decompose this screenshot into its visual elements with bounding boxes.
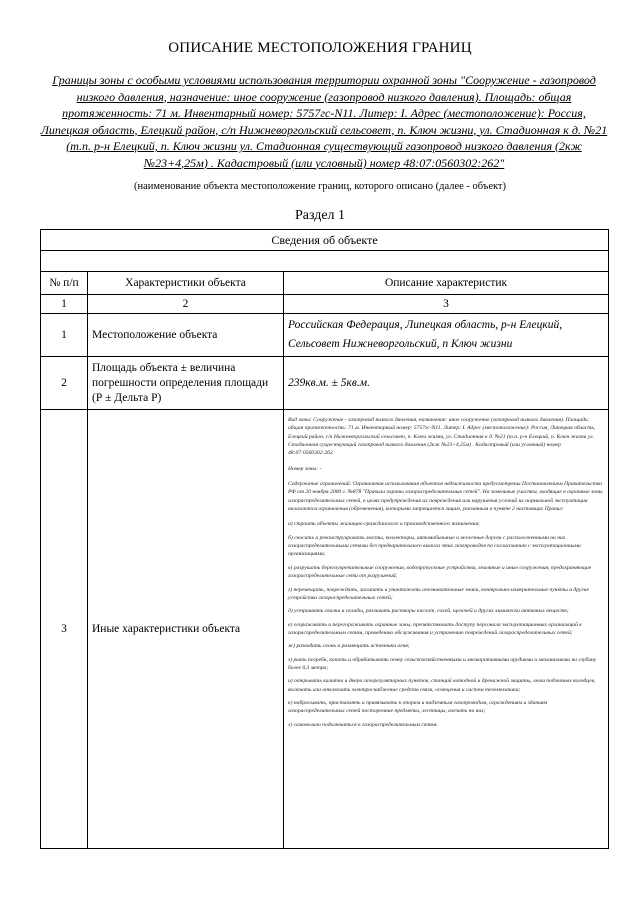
object-description: Границы зоны с особыми условиями использования территории охранной зоны "Сооружение - газопровод низкого давления, назначение: иное сооружение (газопровод низкого давления). Площадь: общая протяженность: 71 м. Инвентарный номер: 5757гс-N11. Литер: I. Адрес (местоположение): Россия, Липецкая область, Елецкий район, с/п Нижневоргольский сельсовет, п. Ключ жизни, ул. Стадионная к д. №21 (т.п. р-н Елецкий, п. Ключ жизни ул. Стадионная существующий газопровод низкого давления (2кж №23+4,25м) . Кадастровый (или условный) номер 48:07:0560302:262" <box>40 73 608 170</box>
table-header-row <box>41 272 609 295</box>
paragraph: г) перемещать, повреждать, засыпать и уничтожать опознавательные знаки, контрольно-измерительные пункты и другие устройства газораспределительных сетей; <box>288 586 589 601</box>
column-number-2: 2 <box>88 295 284 314</box>
row-characteristic: Площадь объекта ± величина погрешности определения площади (Р ± Дельта Р) <box>88 357 284 410</box>
paragraph: Номер зоны: - <box>288 465 322 472</box>
header-description: Описание характеристик <box>284 272 609 295</box>
row-value: 239кв.м. ± 5кв.м. <box>284 357 609 410</box>
paragraph: Вид зоны: Сооружение - газопровод низкого давления, назначение: иное сооружение (газопровод низкого давления). Площадь: общая протяженность: 71 м. Инвентарный номер: 5757гс-N11. Литер: I. Адрес (местоположение): Россия, Липецкая область, Елецкий район, с/п Нижневоргольский сельсовет, п. Ключ жизни, ул. Стадионная к д. №21 (т.п. р-н Елецкий, п. Ключ жизни ул. Стадионная существующий газопровод низкого давления (2кж №23+4,25м) . Кадастровый (или условный) номер 48:07:0560302:262 <box>288 417 596 457</box>
table-empty-cell <box>41 251 609 272</box>
section-title: Раздел 1 <box>294 208 346 223</box>
row-number: 1 <box>41 314 88 357</box>
table-title: Сведения об объекте <box>41 230 609 251</box>
paragraph: и) открывать калитки и двери газорегуляторных пунктов, станций катодной и дренажной защиты, люки подземных колодцев, включать или отключать электроснабжение средств связи, освещения и систем телемеханики; <box>288 678 596 693</box>
paragraph: а) строить объекты жилищно-гражданского и производственного назначения; <box>288 521 480 528</box>
row-number: 2 <box>41 357 88 410</box>
paragraph: в) разрушать берегоукрепительные сооружения, водопропускные устройства, земляные и иные сооружения, предохраняющие газораспределительные сети от разрушений; <box>288 564 592 580</box>
row-value <box>284 410 609 849</box>
table-title-row <box>41 230 609 251</box>
row-value: Российская Федерация, Липецкая область, р-н Елецкий, Сельсовет Нижневоргольский, п Ключ жизни <box>284 314 609 357</box>
header-number: № п/п <box>41 272 88 295</box>
object-info-table <box>40 229 609 849</box>
table-column-numbers-row <box>41 295 609 314</box>
paragraph: ж) разводить огонь и размещать источники огня; <box>288 643 410 650</box>
paragraph: к) набрасывать, приставлять и привязывать к опорам и надземным газопроводам, ограждениям и зданиям газораспределительных сетей посторонние предметы, лестницы, влезать на них; <box>288 699 548 715</box>
row-characteristic: Иные характеристики объекта <box>88 410 284 849</box>
paragraph: б) сносить и реконструировать мосты, коллекторы, автомобильные и железные дороги с расположенными на них газораспределительными сетями без предварительного выноса этих газопроводов по согласованию с эксплуатационными организациями; <box>288 534 581 558</box>
header-characteristic: Характеристики объекта <box>88 272 284 295</box>
row-characteristic: Местоположение объекта <box>88 314 284 357</box>
table-row <box>41 410 609 849</box>
paragraph: Содержание ограничений: Ограничения использования объектов недвижимости предусмотрены Постановлением Правительства РФ от 20 ноября 2000 г. №878 "Правила охраны газораспределительных сетей". На земельные участки, входящие в охранные зоны газораспределительных сетей, в целях предупреждения их повреждения или нарушения условий их нормальной эксплуатации налагаются ограничения (обременения), которыми запрещается лицам, указанным в пункте 2 настоящих Правил: <box>288 481 603 513</box>
paragraph: л) самовольно подключаться к газораспределительным сетям. <box>288 721 438 728</box>
paragraph: е) огораживать и перегораживать охранные зоны, препятствовать доступу персонала эксплуатационных организаций к газораспределительным сетям, проведению обслуживания и устранению повреждений газораспределительных сетей; <box>288 621 582 636</box>
document-title: ОПИСАНИЕ МЕСТОПОЛОЖЕНИЯ ГРАНИЦ <box>168 40 472 56</box>
column-number-3: 3 <box>284 295 609 314</box>
table-row <box>41 357 609 410</box>
other-characteristics-text <box>288 416 604 729</box>
object-caption: (наименование объекта местоположение границ, которого описано (далее - объект) <box>133 181 507 192</box>
table-empty-row <box>41 251 609 272</box>
column-number-1: 1 <box>41 295 88 314</box>
paragraph: д) устраивать свалки и склады, разливать растворы кислот, солей, щелочей и других химически активных веществ; <box>288 608 569 615</box>
table-row <box>41 314 609 357</box>
row-number: 3 <box>41 410 88 849</box>
paragraph: з) рыть погреба, копать и обрабатывать почву сельскохозяйственными и мелиоративными орудиями и механизмами на глубину более 0,3 метра; <box>288 656 597 671</box>
